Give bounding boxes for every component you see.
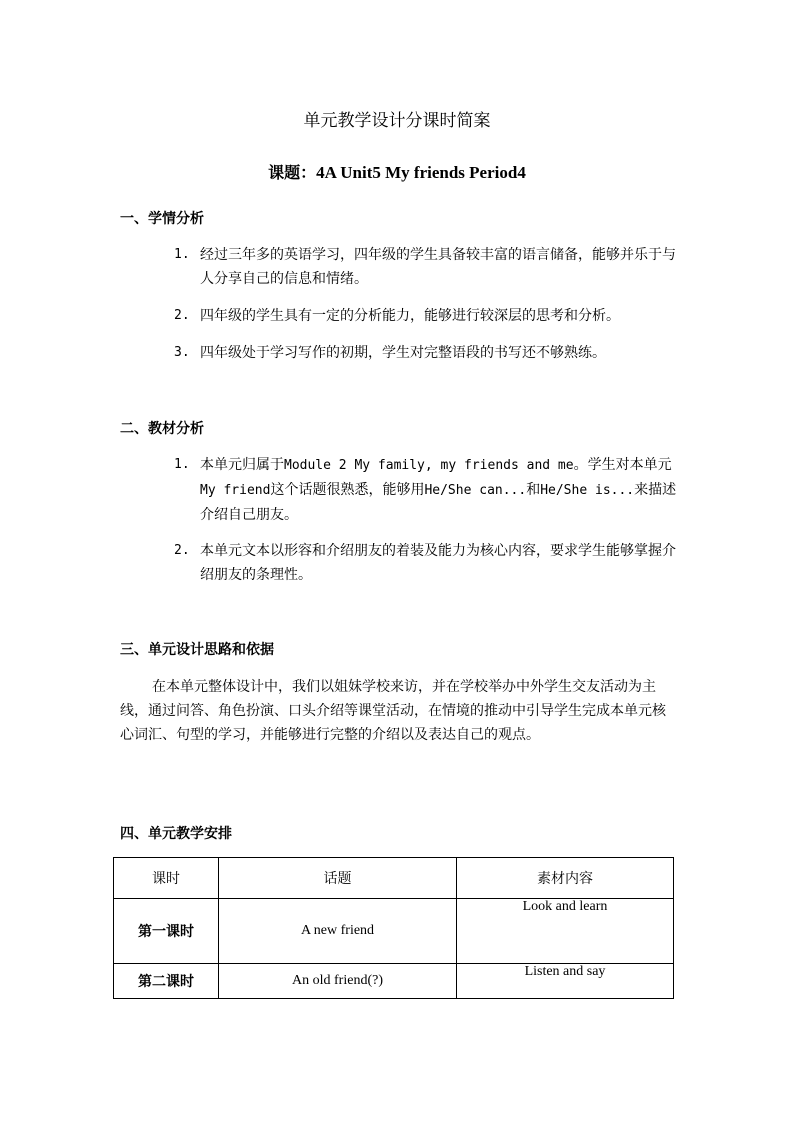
text-run: 来描述介绍自己朋友。 <box>200 482 677 523</box>
material-cell: Listen and say <box>457 964 674 999</box>
list-number: 2. <box>174 308 190 323</box>
lesson-name: 4A Unit5 My friends Period4 <box>316 163 526 182</box>
table-row <box>114 964 674 999</box>
section-heading-learner-analysis: 一、学情分析 <box>120 211 204 227</box>
list-number: 1. <box>174 457 190 472</box>
table-header-row <box>114 858 674 899</box>
lesson-title <box>0 160 794 183</box>
list-text: 本单元文本以形容和介绍朋友的着装及能力为核心内容，要求学生能够掌握介绍朋友的条理性。 <box>200 543 676 583</box>
lesson-prefix: 课题： <box>268 163 317 182</box>
list-number: 2. <box>174 543 190 558</box>
text-run: 。学生对本单元 <box>573 457 672 473</box>
list-number: 1. <box>174 247 190 262</box>
section-heading-material-analysis: 二、教材分析 <box>120 421 204 437</box>
list-text: 四年级处于学习写作的初期，学生对完整语段的书写还不够熟练。 <box>200 345 606 361</box>
module-name: Module 2 My family, my friends and me <box>284 458 574 473</box>
list-item <box>174 243 679 291</box>
text-run: 和 <box>526 482 541 498</box>
period-cell: 第二课时 <box>114 964 219 999</box>
list-text: 四年级的学生具有一定的分析能力，能够进行较深层的思考和分析。 <box>200 308 620 324</box>
table-row <box>114 899 674 964</box>
design-paragraph: 在本单元整体设计中，我们以姐妹学校来访，并在学校举办中外学生交友活动为主线，通过问答、角色扮演、口头介绍等课堂活动，在情境的推动中引导学生完成本单元核心词汇、句型的学习，并能够进行完整的介绍以及表达自己的观点。 <box>120 679 666 743</box>
topic-cell: A new friend <box>219 899 457 964</box>
list-item <box>174 539 679 587</box>
list-text <box>200 453 679 527</box>
section-heading-design-rationale: 三、单元设计思路和依据 <box>120 642 274 658</box>
list-number: 3. <box>174 345 190 360</box>
sentence-pattern: He/She is... <box>540 483 635 498</box>
list-text: 经过三年多的英语学习，四年级的学生具备较丰富的语言储备，能够并乐于与人分享自己的信息和情绪。 <box>200 247 676 287</box>
topic-name: My friend <box>200 483 271 498</box>
list-item <box>174 304 679 328</box>
schedule-table <box>113 857 674 999</box>
column-header-material: 素材内容 <box>457 858 674 899</box>
material-cell: Look and learn <box>457 899 674 964</box>
list-item <box>174 453 679 527</box>
text-run: 本单元归属于 <box>200 457 284 473</box>
column-header-topic: 话题 <box>219 858 457 899</box>
text-run: 这个话题很熟悉，能够用 <box>270 482 425 498</box>
document-title: 单元教学设计分课时简案 <box>303 111 491 131</box>
section-heading-teaching-schedule: 四、单元教学安排 <box>120 826 232 842</box>
column-header-period: 课时 <box>114 858 219 899</box>
sentence-pattern: He/She can... <box>424 483 527 498</box>
topic-cell: An old friend(?) <box>219 964 457 999</box>
period-cell: 第一课时 <box>114 899 219 964</box>
list-item <box>174 341 679 365</box>
